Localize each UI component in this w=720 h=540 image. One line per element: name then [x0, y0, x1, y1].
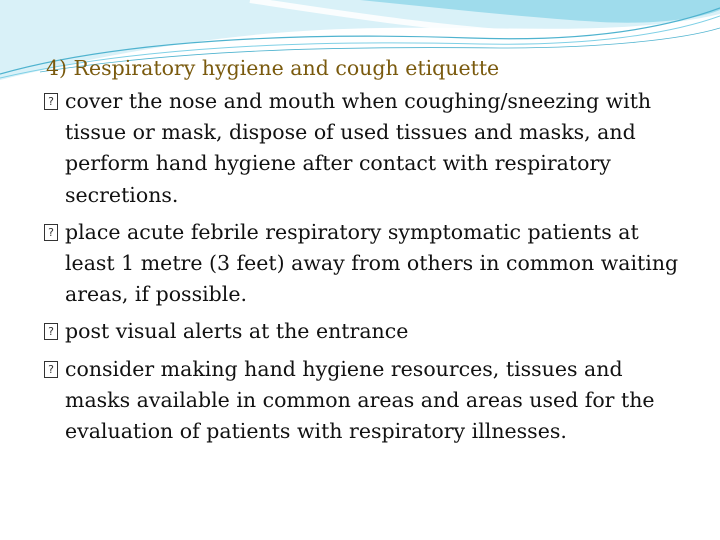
- bullet-glyph-icon: ?: [44, 323, 58, 340]
- bullet-text: consider making hand hygiene resources, tissues and masks available in common areas and areas used for the evaluation of patients with respiratory illnesses.: [65, 356, 655, 444]
- bullet-item: [44, 86, 694, 211]
- bullet-text: post visual alerts at the entrance: [65, 319, 409, 344]
- slide-title: 4) Respiratory hygiene and cough etiquette: [46, 56, 500, 80]
- bullet-text: cover the nose and mouth when coughing/sneezing with tissue or mask, dispose of used tissues and masks, and perform hand hygiene after contact with respiratory secretions.: [65, 89, 652, 207]
- bullet-item: [44, 354, 694, 448]
- bullet-list: [44, 86, 694, 447]
- bullet-item: [44, 316, 694, 347]
- bullet-text: place acute febrile respiratory symptomatic patients at least 1 metre (3 feet) away from others in common waiting areas, if possible.: [65, 219, 679, 307]
- bullet-glyph-icon: ?: [44, 93, 58, 110]
- bullet-item: [44, 217, 694, 311]
- bullet-glyph-icon: ?: [44, 224, 58, 241]
- bullet-glyph-icon: ?: [44, 361, 58, 378]
- slide-content: [44, 52, 694, 453]
